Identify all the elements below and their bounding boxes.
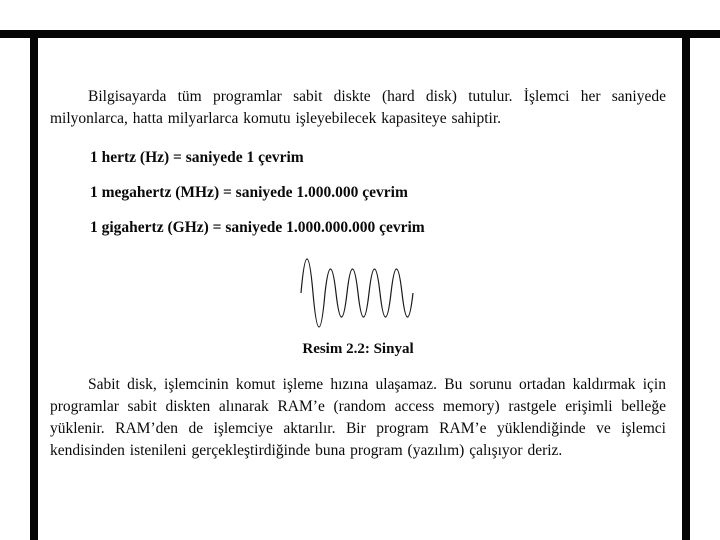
paragraph-ram: Sabit disk, işlemcinin komut işleme hızına ulaşamaz. Bu sorunu ortadan kaldırmak için programlar sabit diskten alınarak RAM’e (random access memory) rastgele erişimli belleğe yüklenir. RAM’den de işlemciye aktarılır. Bir program RAM’e yüklendiğinde ve işlemci kendisinden istenileni gerçekleştirdiğinde buna program (yazılım) çalışıyor deriz. xyxy=(50,376,666,459)
page-border-right xyxy=(682,30,690,540)
sine-wave-image xyxy=(298,253,418,333)
page-content xyxy=(50,86,666,462)
page-border-left xyxy=(30,30,38,540)
signal-figure xyxy=(283,253,433,358)
hertz-line-2: 1 megahertz (MHz) = saniyede 1.000.000 çevrim xyxy=(90,184,408,201)
figure-caption: Resim 2.2: Sinyal xyxy=(302,341,414,357)
hertz-line-1: 1 hertz (Hz) = saniyede 1 çevrim xyxy=(90,149,304,166)
paragraph-intro: Bilgisayarda tüm programlar sabit diskte (hard disk) tutulur. İşlemci her saniyede milyonlarca, hatta milyarlarca komutu işleyebilecek kapasiteye sahiptir. xyxy=(50,88,666,127)
page-border-top xyxy=(0,30,720,38)
hertz-definitions xyxy=(90,148,666,238)
hertz-line-3: 1 gigahertz (GHz) = saniyede 1.000.000.000 çevrim xyxy=(90,219,425,236)
